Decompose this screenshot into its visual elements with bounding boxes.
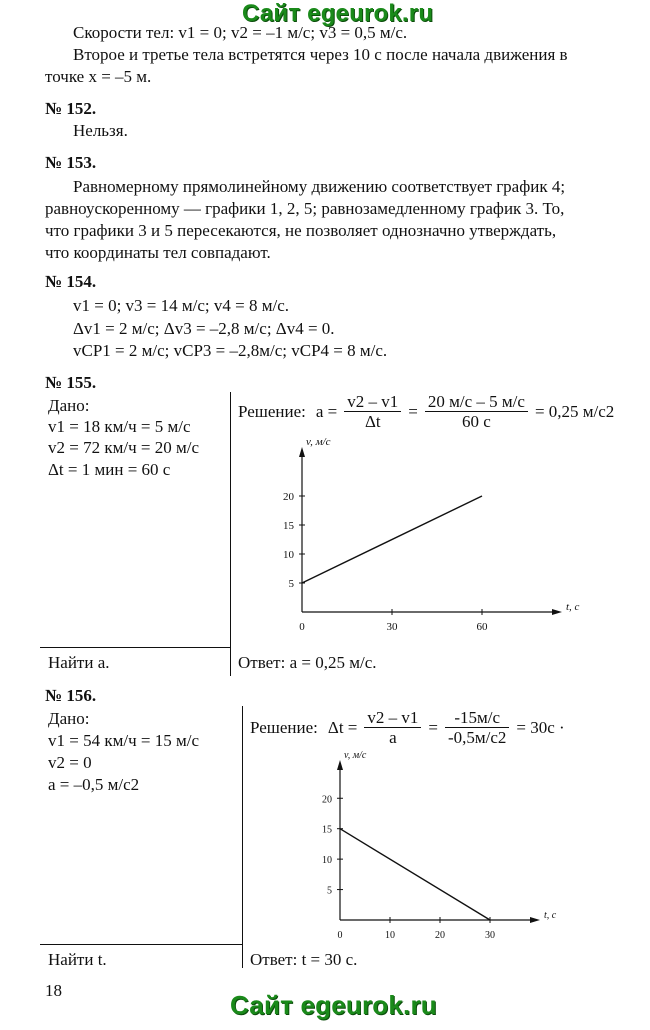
problem-153-title: № 153. xyxy=(45,153,97,172)
formula-lhs: Δt = xyxy=(327,717,358,737)
formula-lhs: a = xyxy=(315,401,338,421)
fraction-numerator: v2 – v1 xyxy=(364,708,421,728)
find-text: Найти a. xyxy=(48,653,110,672)
y-tick-label: 5 xyxy=(327,885,332,897)
x-axis-arrow xyxy=(552,609,562,615)
equals-sign: = xyxy=(408,401,418,421)
fraction-general xyxy=(364,708,421,747)
y-axis-label: v, м/с xyxy=(344,750,367,761)
fraction-denominator: 60 с xyxy=(462,412,491,431)
given-label: Дано: xyxy=(48,396,90,415)
given-divider-horizontal xyxy=(40,944,243,945)
find-text: Найти t. xyxy=(48,950,107,969)
y-axis-label: v, м/с xyxy=(306,436,331,448)
speeds-prefix: Скорости тел: xyxy=(73,23,179,42)
problem-152-text: Нельзя. xyxy=(73,121,128,140)
watermark-top: Сайт egeurok.ru xyxy=(242,0,434,27)
watermark-bottom: Сайт egeurok.ru xyxy=(230,990,437,1020)
x-axis-label: t, с xyxy=(566,601,580,613)
result: = 0,25 м/с2 xyxy=(534,401,615,421)
problem-154-line-3: vСР1 = 2 м/с; vСР3 = –2,8м/с; vСР4 = 8 м/с. xyxy=(73,341,388,360)
problem-154-line-2: Δv1 = 2 м/с; Δv3 = –2,8 м/с; Δv4 = 0. xyxy=(73,319,335,338)
fraction-denominator: a xyxy=(389,728,397,747)
x-tick-label: 0 xyxy=(337,930,343,941)
x-tick-label: 10 xyxy=(385,930,395,941)
fraction-numerator: 20 м/с – 5 м/с xyxy=(425,392,528,412)
given-label: Дано: xyxy=(48,709,90,728)
problem-153-line: Равномерному прямолинейному движению соответствует график 4; xyxy=(73,177,566,196)
equals-sign: = xyxy=(428,717,438,737)
speeds-text: v1 = 0; v2 = –1 м/с; v3 = 0,5 м/с. xyxy=(178,23,408,42)
given-item: v2 = 72 км/ч = 20 м/с xyxy=(48,438,199,457)
y-tick-label: 20 xyxy=(283,491,294,503)
solution-156 xyxy=(250,708,565,747)
velocity-chart-156 xyxy=(305,750,557,945)
problem-154-title: № 154. xyxy=(45,272,97,291)
fraction-denominator: Δt xyxy=(364,412,381,431)
given-item: v2 = 0 xyxy=(48,753,92,772)
given-item: v1 = 54 км/ч = 15 м/с xyxy=(48,731,199,750)
series-line xyxy=(302,496,482,583)
given-divider-vertical xyxy=(230,392,231,676)
given-item: v1 = 18 км/ч = 5 м/с xyxy=(48,417,191,436)
page-number: 18 xyxy=(45,981,62,1000)
y-tick-label: 20 xyxy=(322,794,332,806)
solution-label: Решение: xyxy=(238,401,306,421)
x-axis-arrow xyxy=(530,917,540,923)
fraction-values xyxy=(445,708,509,747)
x-axis-label: t, с xyxy=(544,910,557,921)
fraction-values xyxy=(425,392,528,431)
x-tick-label: 60 xyxy=(476,621,488,633)
answer-155: Ответ: a = 0,25 м/с. xyxy=(238,653,377,672)
y-tick-label: 10 xyxy=(283,549,294,561)
problem-156-title: № 156. xyxy=(45,686,97,705)
fraction-numerator: v2 – v1 xyxy=(344,392,401,412)
given-item: a = –0,5 м/с2 xyxy=(48,775,140,794)
problem-154-line-1: v1 = 0; v3 = 14 м/с; v4 = 8 м/с. xyxy=(73,296,290,315)
fraction-numerator: -15м/с xyxy=(445,708,509,728)
y-tick-label: 5 xyxy=(288,578,294,590)
given-divider-horizontal xyxy=(40,647,231,648)
x-tick-label: 30 xyxy=(485,930,495,941)
fraction-general xyxy=(344,392,401,431)
y-axis-arrow xyxy=(299,447,305,457)
problem-155-title: № 155. xyxy=(45,373,97,392)
speeds-line xyxy=(73,22,407,43)
result: = 30с · xyxy=(516,717,565,737)
given-divider-vertical xyxy=(242,706,243,968)
velocity-chart-155 xyxy=(270,436,580,645)
x-tick-label: 0 xyxy=(299,621,305,633)
given-item: Δt = 1 мин = 60 с xyxy=(48,460,171,479)
problem-153-line: равноускоренному — графики 1, 2, 5; равнозамедленному график 3. То, xyxy=(45,199,565,218)
problem-153-line: что координаты тел совпадают. xyxy=(45,243,271,262)
fraction-denominator: -0,5м/с2 xyxy=(447,728,507,747)
answer-156: Ответ: t = 30 с. xyxy=(250,950,358,969)
y-tick-label: 10 xyxy=(322,855,332,867)
meet-line-1: Второе и третье тела встретятся через 10 с после начала движения в xyxy=(73,45,568,64)
y-tick-label: 15 xyxy=(322,824,332,836)
solution-label: Решение: xyxy=(250,717,318,737)
x-tick-label: 30 xyxy=(386,621,398,633)
problem-153-line: что графики 3 и 5 пересекаются, не позволяет однозначно утверждать, xyxy=(45,221,557,240)
x-tick-label: 20 xyxy=(435,930,445,941)
series-line xyxy=(340,829,490,920)
y-axis-arrow xyxy=(337,760,343,770)
meet-line-2: точке x = –5 м. xyxy=(45,67,152,86)
problem-152-title: № 152. xyxy=(45,99,97,118)
y-tick-label: 15 xyxy=(283,520,294,532)
solution-155 xyxy=(238,392,614,431)
